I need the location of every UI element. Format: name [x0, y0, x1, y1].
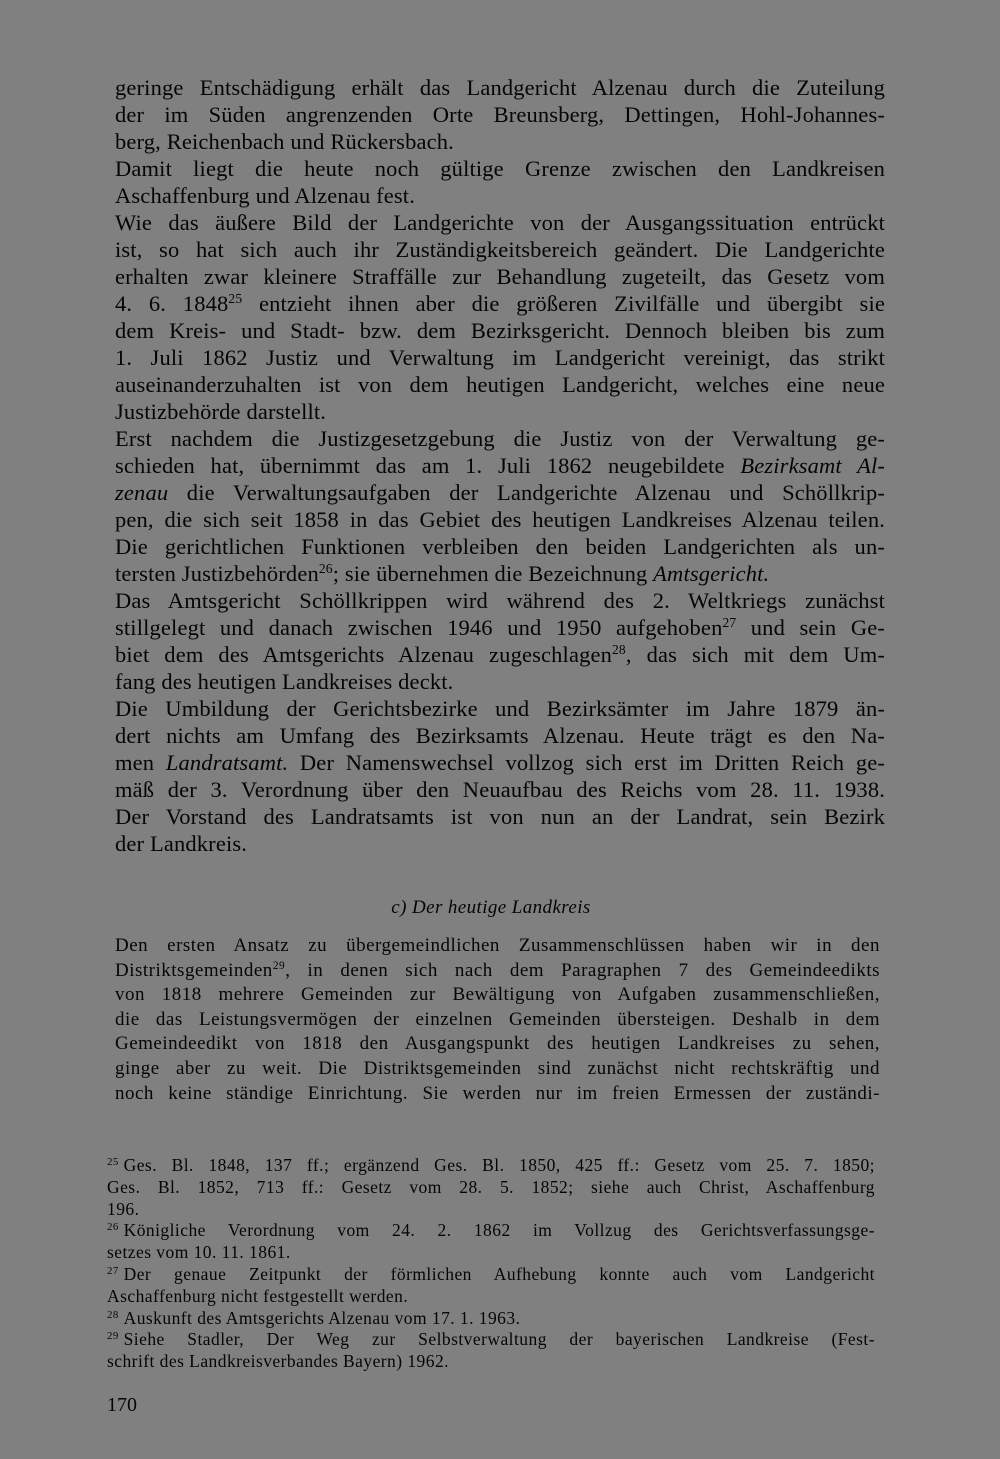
- text-line: [115, 1082, 880, 1107]
- paragraph: [115, 209, 885, 425]
- section-heading: c) Der heutige Landkreis: [391, 897, 591, 918]
- text-segment: die Verwaltungsaufgaben der Landgerichte Alzenau und Schöllkrip-: [168, 480, 885, 505]
- text-segment: Erst nachdem die Justizgesetzgebung die Justiz von der Verwaltung ge-: [115, 426, 885, 451]
- text-segment: mäß der 3. Verordnung über den Neuaufbau des Reichs vom 28. 11. 1938.: [115, 777, 885, 802]
- text-segment: ; sie übernehmen die Bezeichnung: [332, 561, 654, 586]
- footnote-ref: 26: [318, 560, 333, 576]
- footnote: [107, 1264, 875, 1308]
- text-line: [115, 479, 885, 506]
- text-line: [115, 614, 885, 641]
- paragraph: [115, 155, 885, 209]
- text-segment: Der Vorstand des Landratsamts ist von nun an der Landrat, sein Bezirk: [115, 804, 885, 829]
- text-segment: Der genaue Zeitpunkt der förmlichen Aufhebung konnte auch vom Landgericht: [123, 1263, 875, 1284]
- text-line: [107, 1242, 875, 1264]
- text-line: [115, 209, 885, 236]
- text-segment: auseinanderzuhalten ist von dem heutigen Landgericht, welches eine neue: [115, 372, 885, 397]
- text-line: [115, 1008, 880, 1033]
- text-line: [107, 1199, 875, 1221]
- text-line: [107, 1177, 875, 1199]
- footnote-ref: 27: [722, 614, 737, 630]
- italic-term: Landratsamt.: [165, 750, 289, 775]
- main-text: [115, 74, 885, 857]
- text-segment: Wie das äußere Bild der Landgerichte von der Ausgangssituation entrückt: [115, 210, 885, 235]
- footnote-ref: 28: [612, 641, 626, 657]
- text-segment: men: [115, 750, 166, 775]
- italic-term: Bezirksamt Al-: [740, 453, 886, 478]
- text-line: [115, 1032, 880, 1057]
- text-line: [115, 1057, 880, 1082]
- text-segment: Die Umbildung der Gerichtsbezirke und Bezirksämter im Jahre 1879 än-: [115, 696, 885, 721]
- text-line: [115, 74, 885, 101]
- text-line: [115, 934, 880, 959]
- text-segment: noch keine ständige Einrichtung. Sie werden nur im freien Ermessen der zuständi-: [115, 1082, 880, 1104]
- footnote-number: 27: [107, 1265, 119, 1278]
- text-segment: 1. Juli 1862 Justiz und Verwaltung im Landgericht vereinigt, das strikt: [115, 345, 885, 370]
- text-line: [115, 695, 885, 722]
- text-segment: Den ersten Ansatz zu übergemeindlichen Zusammenschlüssen haben wir in den: [115, 935, 880, 956]
- text-segment: stillgelegt und danach zwischen 1946 und 1950 aufgehoben: [115, 615, 723, 640]
- text-segment: Ges. Bl. 1852, 713 ff.: Gesetz vom 28. 5. 1852; siehe auch Christ, Aschaffenburg: [107, 1176, 875, 1197]
- text-line: [115, 668, 885, 695]
- paragraph: [115, 425, 885, 587]
- text-segment: Der Namenswechsel vollzog sich erst im Dritten Reich ge-: [288, 750, 885, 775]
- text-line: [115, 641, 885, 668]
- text-line: [115, 533, 885, 560]
- text-segment: Aschaffenburg und Alzenau fest.: [115, 183, 415, 208]
- text-line: [107, 1155, 875, 1177]
- footnote-number: 29: [107, 1330, 119, 1343]
- italic-term: Amtsgericht.: [653, 561, 770, 586]
- text-segment: entzieht ihnen aber die größeren Zivilfälle und übergibt sie: [242, 291, 885, 316]
- text-line: [115, 236, 885, 263]
- footnote-number: 25: [107, 1156, 119, 1169]
- text-segment: geringe Entschädigung erhält das Landgericht Alzenau durch die Zuteilung: [115, 75, 885, 100]
- footnote: [107, 1329, 875, 1373]
- text-line: [107, 1329, 875, 1351]
- text-line: [107, 1264, 875, 1286]
- text-line: [115, 398, 885, 425]
- paragraph: [115, 587, 885, 695]
- text-segment: die das Leistungsvermögen der einzelnen Gemeinden übersteigen. Deshalb in dem: [115, 1008, 880, 1030]
- text-line: [115, 560, 885, 587]
- text-line: [115, 830, 885, 857]
- text-segment: von 1818 mehrere Gemeinden zur Bewältigung von Aufgaben zusammenschließen,: [115, 984, 880, 1006]
- text-segment: 196.: [107, 1198, 140, 1219]
- text-line: [115, 155, 885, 182]
- text-line: [115, 101, 885, 128]
- footnote-number: 28: [107, 1308, 119, 1321]
- footnote: [107, 1155, 875, 1220]
- text-segment: Das Amtsgericht Schöllkrippen wird während des 2. Weltkriegs zunächst: [115, 588, 885, 613]
- italic-term: zenau: [115, 480, 169, 505]
- text-segment: Ges. Bl. 1848, 137 ff.; ergänzend Ges. Bl. 1850, 425 ff.: Gesetz vom 25. 7. 1850;: [123, 1155, 875, 1175]
- text-segment: schrift des Landkreisverbandes Bayern) 1962.: [107, 1351, 449, 1372]
- text-segment: berg, Reichenbach und Rückersbach.: [115, 129, 454, 154]
- paragraph: [115, 74, 885, 155]
- text-line: [107, 1308, 875, 1330]
- text-line: [115, 749, 885, 776]
- text-line: [115, 128, 885, 155]
- text-line: [115, 182, 885, 209]
- text-line: [115, 776, 885, 803]
- text-segment: , in denen sich nach dem Paragraphen 7 des Gemeindeedikts: [285, 959, 880, 981]
- text-segment: Aschaffenburg nicht festgestellt werden.: [107, 1285, 409, 1306]
- text-segment: fang des heutigen Landkreises deckt.: [115, 669, 454, 694]
- footnote: [107, 1220, 875, 1264]
- text-segment: dem Kreis- und Stadt- bzw. dem Bezirksgericht. Dennoch bleiben bis zum: [115, 318, 885, 343]
- text-segment: setzes vom 10. 11. 1861.: [107, 1242, 291, 1263]
- text-line: [107, 1351, 875, 1373]
- text-segment: Auskunft des Amtsgerichts Alzenau vom 17. 1. 1963.: [123, 1307, 521, 1328]
- text-line: [115, 587, 885, 614]
- text-segment: biet dem des Amtsgerichts Alzenau zugeschlagen: [115, 642, 613, 667]
- text-segment: der Landkreis.: [115, 831, 248, 856]
- text-segment: Die gerichtlichen Funktionen verbleiben den beiden Landgerichten als un-: [115, 534, 885, 559]
- text-line: [115, 290, 885, 317]
- text-segment: schieden hat, übernimmt das am 1. Juli 1862 neugebildete: [115, 453, 741, 478]
- text-segment: dert nichts am Umfang des Bezirksamts Alzenau. Heute trägt es den Na-: [115, 723, 885, 748]
- text-line: [115, 344, 885, 371]
- text-segment: Siehe Stadler, Der Weg zur Selbstverwaltung der bayerischen Landkreise (Fest-: [123, 1329, 875, 1350]
- page-number: 170: [107, 1394, 137, 1416]
- text-segment: , das sich mit dem Um-: [625, 642, 885, 667]
- text-segment: 4. 6. 1848: [115, 291, 229, 316]
- section-text: [115, 934, 880, 1106]
- text-segment: tersten Justizbehörden: [115, 561, 319, 586]
- text-line: [115, 506, 885, 533]
- footnote-ref: 29: [272, 959, 286, 972]
- footnote-ref: 25: [228, 290, 243, 306]
- text-line: [107, 1286, 875, 1308]
- footnote-number: 26: [107, 1221, 119, 1234]
- text-segment: und sein Ge-: [736, 615, 886, 640]
- text-line: [115, 959, 880, 984]
- text-line: [115, 425, 885, 452]
- text-segment: Distriktsgemeinden: [115, 959, 273, 981]
- text-line: [107, 1220, 875, 1242]
- text-line: [115, 317, 885, 344]
- text-segment: Justizbehörde darstellt.: [115, 399, 327, 424]
- footnote: [107, 1308, 875, 1330]
- text-segment: Damit liegt die heute noch gültige Grenze zwischen den Landkreisen: [115, 156, 885, 181]
- text-line: [115, 452, 885, 479]
- text-line: [115, 722, 885, 749]
- text-line: [115, 803, 885, 830]
- text-segment: der im Süden angrenzenden Orte Breunsberg, Dettingen, Hohl-Johannes-: [115, 102, 885, 127]
- text-segment: Gemeindeedikt von 1818 den Ausgangspunkt des heutigen Landkreises zu sehen,: [115, 1033, 880, 1055]
- text-segment: erhalten zwar kleinere Straffälle zur Behandlung zugeteilt, das Gesetz vom: [115, 264, 885, 289]
- text-line: [115, 371, 885, 398]
- text-segment: ist, so hat sich auch ihr Zuständigkeitsbereich geändert. Die Landgerichte: [115, 237, 885, 262]
- footnotes: [107, 1155, 875, 1373]
- text-segment: ginge aber zu weit. Die Distriktsgemeinden sind zunächst nicht rechtskräftig und: [115, 1057, 880, 1079]
- text-segment: Königliche Verordnung vom 24. 2. 1862 im Vollzug des Gerichtsverfassungsge-: [123, 1220, 875, 1241]
- text-line: [115, 263, 885, 290]
- paragraph: [115, 695, 885, 857]
- text-segment: pen, die sich seit 1858 in das Gebiet des heutigen Landkreises Alzenau teilen.: [115, 507, 885, 532]
- text-line: [115, 983, 880, 1008]
